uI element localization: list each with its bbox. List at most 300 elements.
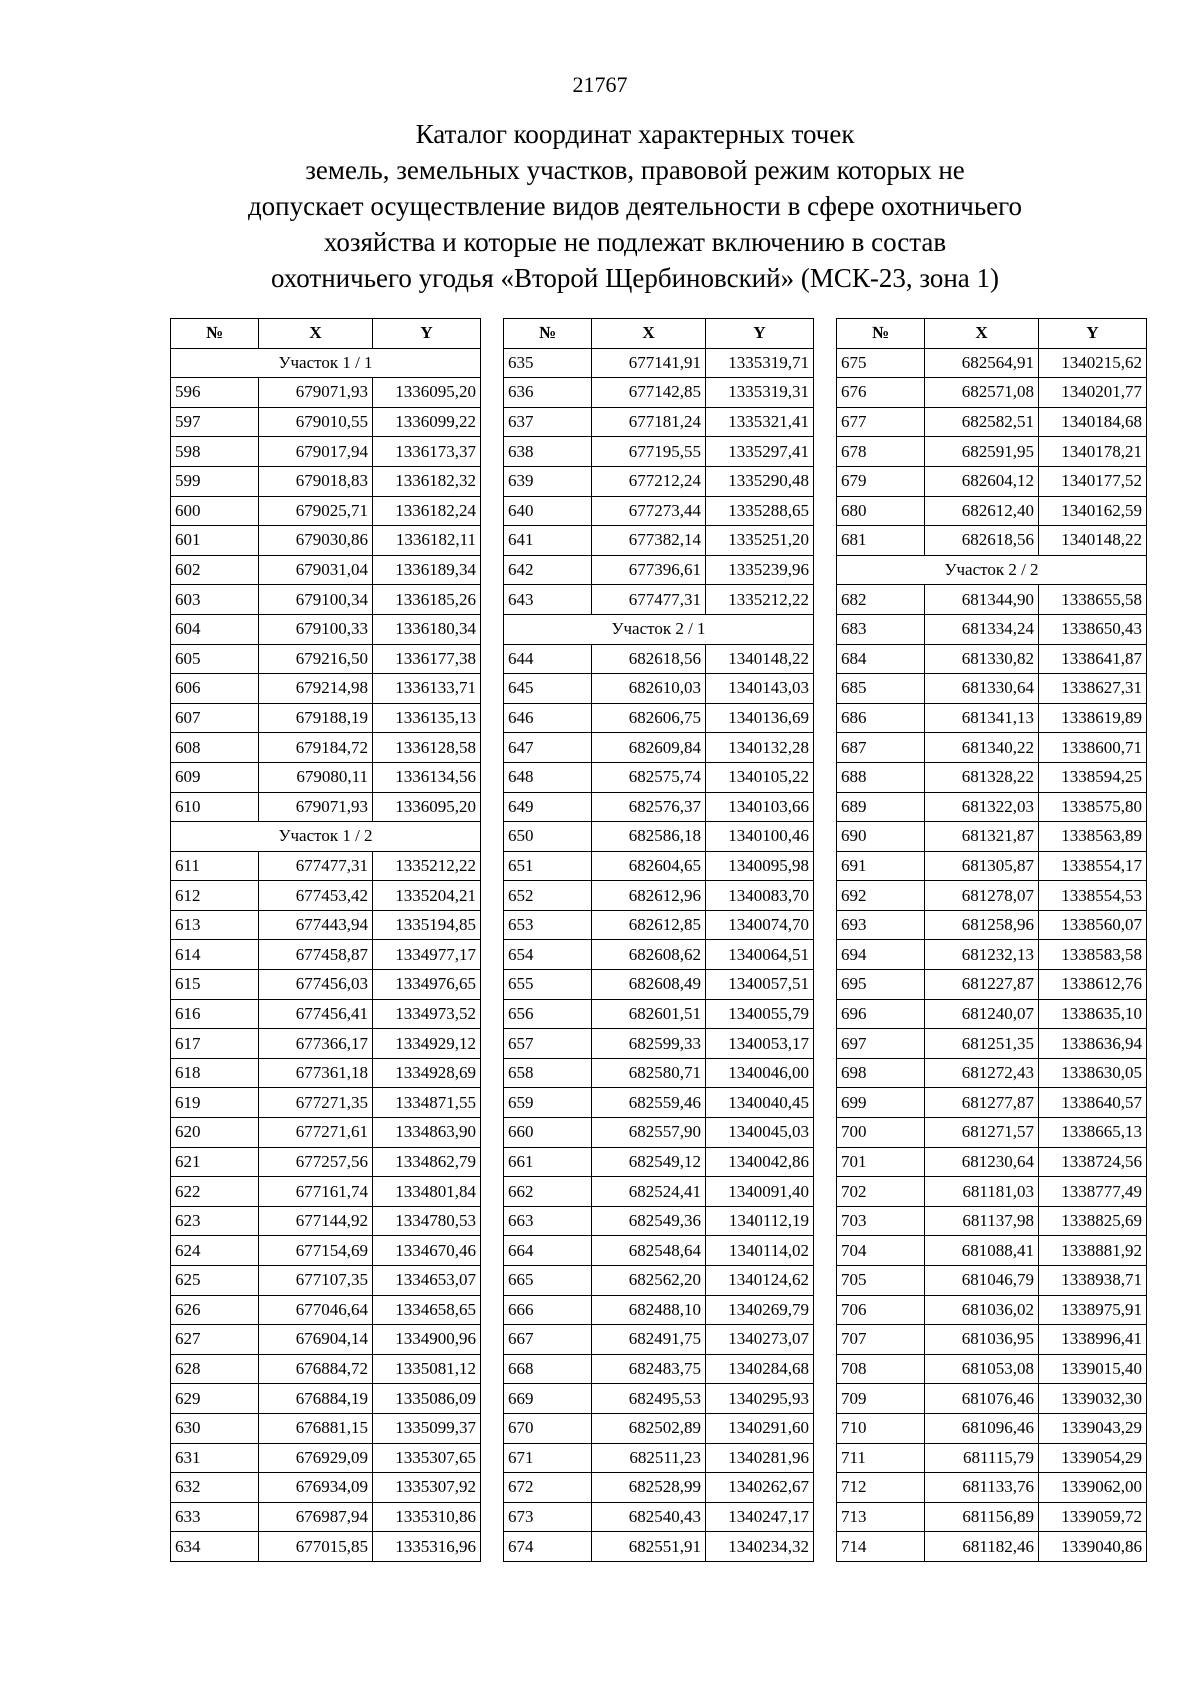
table-row xyxy=(504,407,814,437)
coord-x: 676929,09 xyxy=(259,1443,373,1473)
coord-y: 1339032,30 xyxy=(1039,1384,1147,1414)
coord-y: 1336189,34 xyxy=(373,555,481,585)
coord-y: 1340091,40 xyxy=(706,1177,814,1207)
coord-x: 682528,99 xyxy=(592,1473,706,1503)
table-row xyxy=(504,792,814,822)
point-number: 683 xyxy=(837,614,925,644)
point-number: 598 xyxy=(171,437,259,467)
table-row xyxy=(171,1088,481,1118)
coord-y: 1336185,26 xyxy=(373,585,481,615)
coord-y: 1338554,17 xyxy=(1039,851,1147,881)
table-row xyxy=(171,1206,481,1236)
table-row xyxy=(837,585,1147,615)
coord-y: 1336135,13 xyxy=(373,703,481,733)
point-number: 704 xyxy=(837,1236,925,1266)
coord-x: 681181,03 xyxy=(925,1177,1039,1207)
coord-x: 679071,93 xyxy=(259,792,373,822)
table-row xyxy=(171,703,481,733)
coord-x: 677477,31 xyxy=(592,585,706,615)
coord-x: 679018,83 xyxy=(259,466,373,496)
point-number: 621 xyxy=(171,1147,259,1177)
point-number: 700 xyxy=(837,1118,925,1148)
point-number: 674 xyxy=(504,1532,592,1562)
coord-x: 681230,64 xyxy=(925,1147,1039,1177)
coord-y: 1338825,69 xyxy=(1039,1206,1147,1236)
point-number: 612 xyxy=(171,881,259,911)
point-number: 673 xyxy=(504,1502,592,1532)
point-number: 628 xyxy=(171,1354,259,1384)
point-number: 642 xyxy=(504,555,592,585)
section-label: Участок 2 / 2 xyxy=(837,555,1147,585)
coord-y: 1338881,92 xyxy=(1039,1236,1147,1266)
coord-x: 677443,94 xyxy=(259,910,373,940)
coord-x: 681344,90 xyxy=(925,585,1039,615)
coord-y: 1338650,43 xyxy=(1039,614,1147,644)
table-row xyxy=(171,999,481,1029)
table-row xyxy=(504,348,814,378)
point-number: 691 xyxy=(837,851,925,881)
coord-x: 681277,87 xyxy=(925,1088,1039,1118)
coord-x: 682608,49 xyxy=(592,970,706,1000)
coord-y: 1338554,53 xyxy=(1039,881,1147,911)
coord-y: 1335307,92 xyxy=(373,1473,481,1503)
coord-y: 1334801,84 xyxy=(373,1177,481,1207)
coord-y: 1340262,67 xyxy=(706,1473,814,1503)
coord-x: 679100,33 xyxy=(259,614,373,644)
table-row xyxy=(504,1473,814,1503)
coord-x: 682604,65 xyxy=(592,851,706,881)
point-number: 686 xyxy=(837,703,925,733)
table-row xyxy=(837,733,1147,763)
coord-y: 1334977,17 xyxy=(373,940,481,970)
point-number: 647 xyxy=(504,733,592,763)
coord-x: 681321,87 xyxy=(925,822,1039,852)
coord-y: 1336182,11 xyxy=(373,526,481,556)
table-row xyxy=(171,1532,481,1562)
point-number: 685 xyxy=(837,674,925,704)
coord-y: 1338636,94 xyxy=(1039,1029,1147,1059)
table-body xyxy=(504,348,814,1561)
table-row xyxy=(837,1058,1147,1088)
coord-x: 681330,82 xyxy=(925,644,1039,674)
coord-x: 682610,03 xyxy=(592,674,706,704)
table-row xyxy=(171,1147,481,1177)
coord-y: 1340143,03 xyxy=(706,674,814,704)
point-number: 616 xyxy=(171,999,259,1029)
coord-y: 1338619,89 xyxy=(1039,703,1147,733)
coord-x: 677257,56 xyxy=(259,1147,373,1177)
coord-x: 681036,02 xyxy=(925,1295,1039,1325)
section-row xyxy=(171,822,481,852)
coord-y: 1338640,57 xyxy=(1039,1088,1147,1118)
coord-x: 679188,19 xyxy=(259,703,373,733)
coord-y: 1340177,52 xyxy=(1039,466,1147,496)
coord-x: 677366,17 xyxy=(259,1029,373,1059)
table-row xyxy=(171,1236,481,1266)
coord-y: 1335316,96 xyxy=(373,1532,481,1562)
title-line: хозяйства и которые не подлежат включению в состав xyxy=(323,227,947,257)
table-row xyxy=(837,1206,1147,1236)
point-number: 625 xyxy=(171,1266,259,1296)
title-line: Каталог координат характерных точек xyxy=(415,119,855,149)
table-row xyxy=(837,407,1147,437)
coord-x: 677107,35 xyxy=(259,1266,373,1296)
coord-x: 682618,56 xyxy=(592,644,706,674)
point-number: 618 xyxy=(171,1058,259,1088)
coord-x: 681278,07 xyxy=(925,881,1039,911)
table-row xyxy=(171,496,481,526)
coord-y: 1336173,37 xyxy=(373,437,481,467)
point-number: 672 xyxy=(504,1473,592,1503)
coord-y: 1340112,19 xyxy=(706,1206,814,1236)
point-number: 648 xyxy=(504,762,592,792)
point-number: 688 xyxy=(837,762,925,792)
coord-y: 1340162,59 xyxy=(1039,496,1147,526)
coord-y: 1336133,71 xyxy=(373,674,481,704)
coord-x: 681305,87 xyxy=(925,851,1039,881)
point-number: 697 xyxy=(837,1029,925,1059)
coord-x: 681227,87 xyxy=(925,970,1039,1000)
coord-x: 682599,33 xyxy=(592,1029,706,1059)
coord-x: 681334,24 xyxy=(925,614,1039,644)
table-row xyxy=(171,407,481,437)
point-number: 609 xyxy=(171,762,259,792)
coord-y: 1339040,86 xyxy=(1039,1532,1147,1562)
table-row xyxy=(504,437,814,467)
coord-y: 1338996,41 xyxy=(1039,1325,1147,1355)
coord-x: 682488,10 xyxy=(592,1295,706,1325)
point-number: 711 xyxy=(837,1443,925,1473)
point-number: 676 xyxy=(837,378,925,408)
table-row xyxy=(837,1029,1147,1059)
table-row xyxy=(171,1325,481,1355)
table-row xyxy=(504,703,814,733)
coord-x: 681046,79 xyxy=(925,1266,1039,1296)
point-number: 619 xyxy=(171,1088,259,1118)
table-row xyxy=(837,526,1147,556)
table-row xyxy=(837,881,1147,911)
coord-y: 1338560,07 xyxy=(1039,910,1147,940)
coord-y: 1335081,12 xyxy=(373,1354,481,1384)
coord-y: 1338563,89 xyxy=(1039,822,1147,852)
table-row xyxy=(837,1354,1147,1384)
coord-y: 1335321,41 xyxy=(706,407,814,437)
table-row xyxy=(171,674,481,704)
table-row xyxy=(837,999,1147,1029)
table-row xyxy=(837,674,1147,704)
coord-y: 1340057,51 xyxy=(706,970,814,1000)
header-x: X xyxy=(925,319,1039,349)
table-row xyxy=(171,851,481,881)
coord-x: 677456,03 xyxy=(259,970,373,1000)
coord-y: 1340055,79 xyxy=(706,999,814,1029)
table-row xyxy=(504,1413,814,1443)
table-row xyxy=(504,1058,814,1088)
table-row xyxy=(504,1147,814,1177)
section-label: Участок 2 / 1 xyxy=(504,614,814,644)
point-number: 680 xyxy=(837,496,925,526)
coord-x: 676987,94 xyxy=(259,1502,373,1532)
coord-y: 1340103,66 xyxy=(706,792,814,822)
coord-x: 682511,23 xyxy=(592,1443,706,1473)
point-number: 605 xyxy=(171,644,259,674)
table-row xyxy=(504,1266,814,1296)
point-number: 606 xyxy=(171,674,259,704)
point-number: 666 xyxy=(504,1295,592,1325)
table-row xyxy=(837,1473,1147,1503)
coord-y: 1336095,20 xyxy=(373,792,481,822)
coord-y: 1338583,58 xyxy=(1039,940,1147,970)
coord-x: 681096,46 xyxy=(925,1413,1039,1443)
coord-y: 1340295,93 xyxy=(706,1384,814,1414)
point-number: 712 xyxy=(837,1473,925,1503)
header-x: X xyxy=(259,319,373,349)
table-row xyxy=(504,674,814,704)
table-row xyxy=(171,1177,481,1207)
coord-x: 682612,96 xyxy=(592,881,706,911)
point-number: 671 xyxy=(504,1443,592,1473)
point-number: 653 xyxy=(504,910,592,940)
point-number: 670 xyxy=(504,1413,592,1443)
coord-y: 1338575,80 xyxy=(1039,792,1147,822)
table-row xyxy=(504,822,814,852)
table-row xyxy=(504,970,814,1000)
point-number: 632 xyxy=(171,1473,259,1503)
table-row xyxy=(837,940,1147,970)
coordinate-table-2 xyxy=(503,318,814,1562)
coord-y: 1335290,48 xyxy=(706,466,814,496)
coord-x: 677181,24 xyxy=(592,407,706,437)
point-number: 689 xyxy=(837,792,925,822)
coord-y: 1338627,31 xyxy=(1039,674,1147,704)
coord-x: 681322,03 xyxy=(925,792,1039,822)
section-row xyxy=(504,614,814,644)
coord-x: 681088,41 xyxy=(925,1236,1039,1266)
coord-x: 682548,64 xyxy=(592,1236,706,1266)
coord-y: 1340124,62 xyxy=(706,1266,814,1296)
table-row xyxy=(171,1058,481,1088)
coord-x: 682586,18 xyxy=(592,822,706,852)
coord-y: 1340284,68 xyxy=(706,1354,814,1384)
coord-x: 681328,22 xyxy=(925,762,1039,792)
coord-y: 1335212,22 xyxy=(706,585,814,615)
coord-y: 1335307,65 xyxy=(373,1443,481,1473)
coord-y: 1334862,79 xyxy=(373,1147,481,1177)
coord-x: 677458,87 xyxy=(259,940,373,970)
coord-x: 682571,08 xyxy=(925,378,1039,408)
coord-y: 1334929,12 xyxy=(373,1029,481,1059)
title-line: земель, земельных участков, правовой режим которых не xyxy=(305,155,965,185)
coord-y: 1335288,65 xyxy=(706,496,814,526)
coord-y: 1339054,29 xyxy=(1039,1443,1147,1473)
table-row xyxy=(171,762,481,792)
table-row xyxy=(837,614,1147,644)
point-number: 601 xyxy=(171,526,259,556)
point-number: 662 xyxy=(504,1177,592,1207)
table-row xyxy=(837,1266,1147,1296)
coord-x: 676884,19 xyxy=(259,1384,373,1414)
point-number: 610 xyxy=(171,792,259,822)
table-row xyxy=(837,496,1147,526)
table-row xyxy=(504,1295,814,1325)
coord-x: 679100,34 xyxy=(259,585,373,615)
table-row xyxy=(837,851,1147,881)
coord-y: 1340291,60 xyxy=(706,1413,814,1443)
point-number: 663 xyxy=(504,1206,592,1236)
coord-y: 1340132,28 xyxy=(706,733,814,763)
table-row xyxy=(504,999,814,1029)
section-label: Участок 1 / 1 xyxy=(171,348,481,378)
coord-y: 1334973,52 xyxy=(373,999,481,1029)
coord-y: 1336182,32 xyxy=(373,466,481,496)
coord-x: 677477,31 xyxy=(259,851,373,881)
coord-x: 682559,46 xyxy=(592,1088,706,1118)
coord-x: 681115,79 xyxy=(925,1443,1039,1473)
table-header-row xyxy=(504,319,814,349)
point-number: 654 xyxy=(504,940,592,970)
point-number: 684 xyxy=(837,644,925,674)
point-number: 627 xyxy=(171,1325,259,1355)
coord-y: 1340105,22 xyxy=(706,762,814,792)
coord-y: 1340281,96 xyxy=(706,1443,814,1473)
coord-x: 682604,12 xyxy=(925,466,1039,496)
table-row xyxy=(837,792,1147,822)
coord-y: 1334670,46 xyxy=(373,1236,481,1266)
table-row xyxy=(504,585,814,615)
coord-x: 681156,89 xyxy=(925,1502,1039,1532)
coord-x: 682549,36 xyxy=(592,1206,706,1236)
point-number: 677 xyxy=(837,407,925,437)
coord-x: 679071,93 xyxy=(259,378,373,408)
coord-x: 677453,42 xyxy=(259,881,373,911)
table-row xyxy=(171,1443,481,1473)
coord-y: 1335099,37 xyxy=(373,1413,481,1443)
table-row xyxy=(504,466,814,496)
coord-x: 676904,14 xyxy=(259,1325,373,1355)
coord-x: 681036,95 xyxy=(925,1325,1039,1355)
section-row xyxy=(171,348,481,378)
coord-y: 1340095,98 xyxy=(706,851,814,881)
table-row xyxy=(171,940,481,970)
point-number: 710 xyxy=(837,1413,925,1443)
table-row xyxy=(171,1354,481,1384)
point-number: 650 xyxy=(504,822,592,852)
point-number: 708 xyxy=(837,1354,925,1384)
coord-x: 681137,98 xyxy=(925,1206,1039,1236)
table-row xyxy=(837,1118,1147,1148)
table-row xyxy=(837,762,1147,792)
table-row xyxy=(837,437,1147,467)
coord-x: 681341,13 xyxy=(925,703,1039,733)
point-number: 681 xyxy=(837,526,925,556)
coord-y: 1336180,34 xyxy=(373,614,481,644)
table-body xyxy=(837,348,1147,1561)
coord-y: 1334900,96 xyxy=(373,1325,481,1355)
coord-x: 677046,64 xyxy=(259,1295,373,1325)
coord-x: 682551,91 xyxy=(592,1532,706,1562)
title-line: охотничьего угодья «Второй Щербиновский» (МСК-23, зона 1) xyxy=(270,263,1000,293)
coord-y: 1334863,90 xyxy=(373,1118,481,1148)
coord-x: 681053,08 xyxy=(925,1354,1039,1384)
point-number: 645 xyxy=(504,674,592,704)
point-number: 656 xyxy=(504,999,592,1029)
table-row xyxy=(504,733,814,763)
coord-y: 1338635,10 xyxy=(1039,999,1147,1029)
table-row xyxy=(504,910,814,940)
coord-x: 682549,12 xyxy=(592,1147,706,1177)
table-row xyxy=(171,881,481,911)
point-number: 658 xyxy=(504,1058,592,1088)
table-body xyxy=(171,348,481,1561)
coord-y: 1334780,53 xyxy=(373,1206,481,1236)
table-row xyxy=(504,1532,814,1562)
coord-x: 682612,40 xyxy=(925,496,1039,526)
coord-x: 682575,74 xyxy=(592,762,706,792)
point-number: 615 xyxy=(171,970,259,1000)
table-row xyxy=(171,437,481,467)
table-row xyxy=(171,1413,481,1443)
coord-x: 682580,71 xyxy=(592,1058,706,1088)
table-row xyxy=(504,1236,814,1266)
coord-y: 1340148,22 xyxy=(706,644,814,674)
header-y: Y xyxy=(373,319,481,349)
coord-y: 1335297,41 xyxy=(706,437,814,467)
table-row xyxy=(837,1147,1147,1177)
table-row xyxy=(171,1473,481,1503)
point-number: 655 xyxy=(504,970,592,1000)
coord-x: 677015,85 xyxy=(259,1532,373,1562)
point-number: 652 xyxy=(504,881,592,911)
coord-y: 1340215,62 xyxy=(1039,348,1147,378)
coord-y: 1336099,22 xyxy=(373,407,481,437)
point-number: 649 xyxy=(504,792,592,822)
coord-x: 679216,50 xyxy=(259,644,373,674)
coord-x: 682540,43 xyxy=(592,1502,706,1532)
point-number: 660 xyxy=(504,1118,592,1148)
table-header-row xyxy=(837,319,1147,349)
point-number: 644 xyxy=(504,644,592,674)
point-number: 694 xyxy=(837,940,925,970)
table-row xyxy=(504,555,814,585)
coord-x: 677154,69 xyxy=(259,1236,373,1266)
coord-y: 1338630,05 xyxy=(1039,1058,1147,1088)
coord-x: 682502,89 xyxy=(592,1413,706,1443)
point-number: 599 xyxy=(171,466,259,496)
point-number: 701 xyxy=(837,1147,925,1177)
point-number: 696 xyxy=(837,999,925,1029)
coord-y: 1335251,20 xyxy=(706,526,814,556)
point-number: 624 xyxy=(171,1236,259,1266)
point-number: 620 xyxy=(171,1118,259,1148)
coord-y: 1336095,20 xyxy=(373,378,481,408)
coord-x: 682564,91 xyxy=(925,348,1039,378)
point-number: 665 xyxy=(504,1266,592,1296)
coord-x: 679031,04 xyxy=(259,555,373,585)
table-row xyxy=(171,1384,481,1414)
coord-y: 1340053,17 xyxy=(706,1029,814,1059)
table-row xyxy=(504,1029,814,1059)
point-number: 695 xyxy=(837,970,925,1000)
point-number: 617 xyxy=(171,1029,259,1059)
table-row xyxy=(171,466,481,496)
coord-y: 1340184,68 xyxy=(1039,407,1147,437)
table-row xyxy=(504,378,814,408)
table-row xyxy=(171,1118,481,1148)
coord-y: 1340136,69 xyxy=(706,703,814,733)
coord-y: 1340234,32 xyxy=(706,1532,814,1562)
coord-y: 1335310,86 xyxy=(373,1502,481,1532)
coord-y: 1340100,46 xyxy=(706,822,814,852)
